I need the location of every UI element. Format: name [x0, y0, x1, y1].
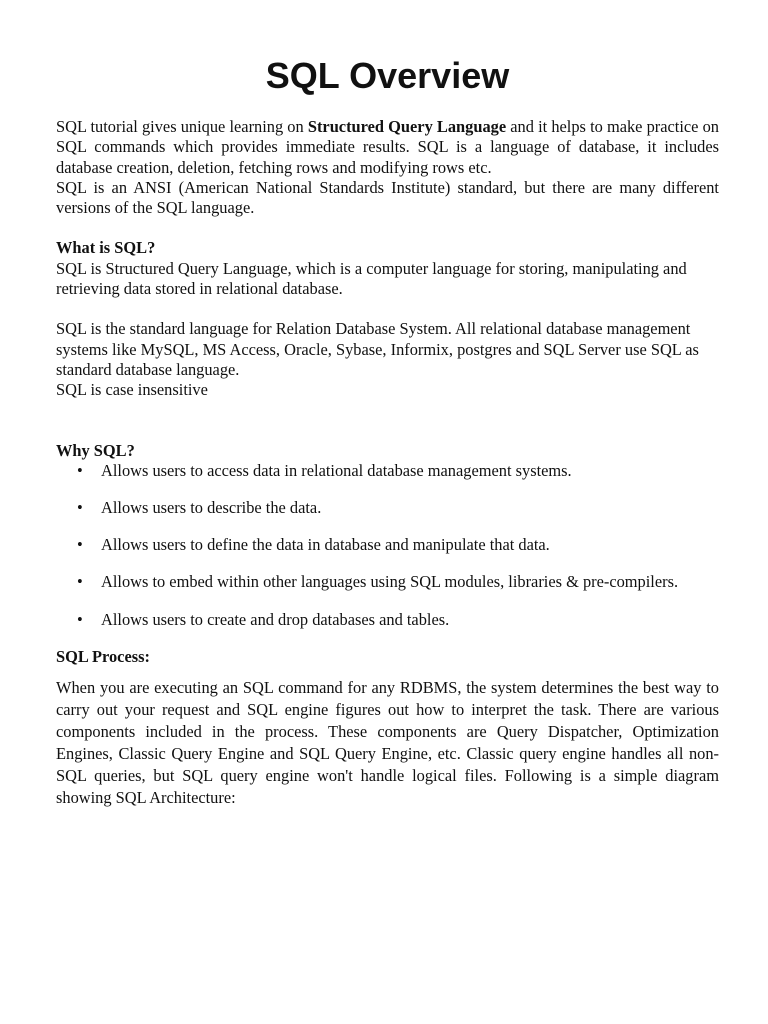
bullet-icon: • [77, 460, 83, 480]
list-item-text: Allows users to access data in relational database management systems. [101, 460, 572, 480]
bullet-icon: • [77, 535, 83, 555]
document-page [56, 0, 719, 825]
bullet-icon: • [77, 572, 83, 592]
standard-language-paragraph: SQL is the standard language for Relation Database System. All relational database management systems like MySQL, MS Access, Oracle, Sybase, Informix, postgres and SQL Server use SQL as standard database language. [56, 319, 699, 379]
list-item [56, 461, 719, 481]
intro-paragraph [56, 117, 719, 178]
intro-text-end: and it helps to make practice on SQL commands which provides immediate results. SQL is a language of database, it includes database creation, deletion, fetching rows and modifying rows etc. [56, 117, 719, 177]
list-item [56, 535, 719, 555]
why-sql-list [56, 461, 719, 630]
bullet-icon: • [77, 609, 83, 629]
list-item-text: Allows users to define the data in database and manipulate that data. [101, 535, 550, 555]
list-item-text: Allows users to create and drop databases and tables. [101, 609, 450, 629]
what-is-sql-paragraph: SQL is Structured Query Language, which is a computer language for storing, manipulating and retrieving data stored in relational database. [56, 258, 687, 299]
intro-bold-term: Structured Query Language [307, 117, 507, 136]
spacer [56, 218, 719, 238]
sql-process-heading: SQL Process: [56, 646, 150, 666]
spacer [56, 401, 719, 441]
list-item [56, 572, 719, 592]
spacer [56, 299, 719, 319]
what-is-sql-heading: What is SQL? [56, 238, 156, 258]
page-title: SQL Overview [265, 55, 510, 96]
list-item-text: Allows users to describe the data. [101, 498, 322, 518]
list-item [56, 498, 719, 518]
list-item [56, 610, 719, 630]
why-sql-heading: Why SQL? [56, 440, 135, 460]
ansi-paragraph: SQL is an ANSI (American National Standards Institute) standard, but there are many different versions of the SQL language. [56, 177, 719, 218]
list-item-text: Allows to embed within other languages using SQL modules, libraries & pre-compilers. [101, 572, 679, 592]
sql-process-paragraph: When you are executing an SQL command for any RDBMS, the system determines the best way to carry out your request and SQL engine figures out how to interpret the task. There are various components included in the process. These components are Query Dispatcher, Optimization Engines, Classic Query Engine and SQL Query Engine, etc. Classic query engine handles all non-SQL queries, but SQL query engine won't handle logical files. Following is a simple diagram showing SQL Architecture: [56, 678, 719, 807]
intro-text-start: SQL tutorial gives unique learning on [56, 117, 308, 136]
case-insensitive-line: SQL is case insensitive [56, 380, 208, 400]
bullet-icon: • [77, 498, 83, 518]
